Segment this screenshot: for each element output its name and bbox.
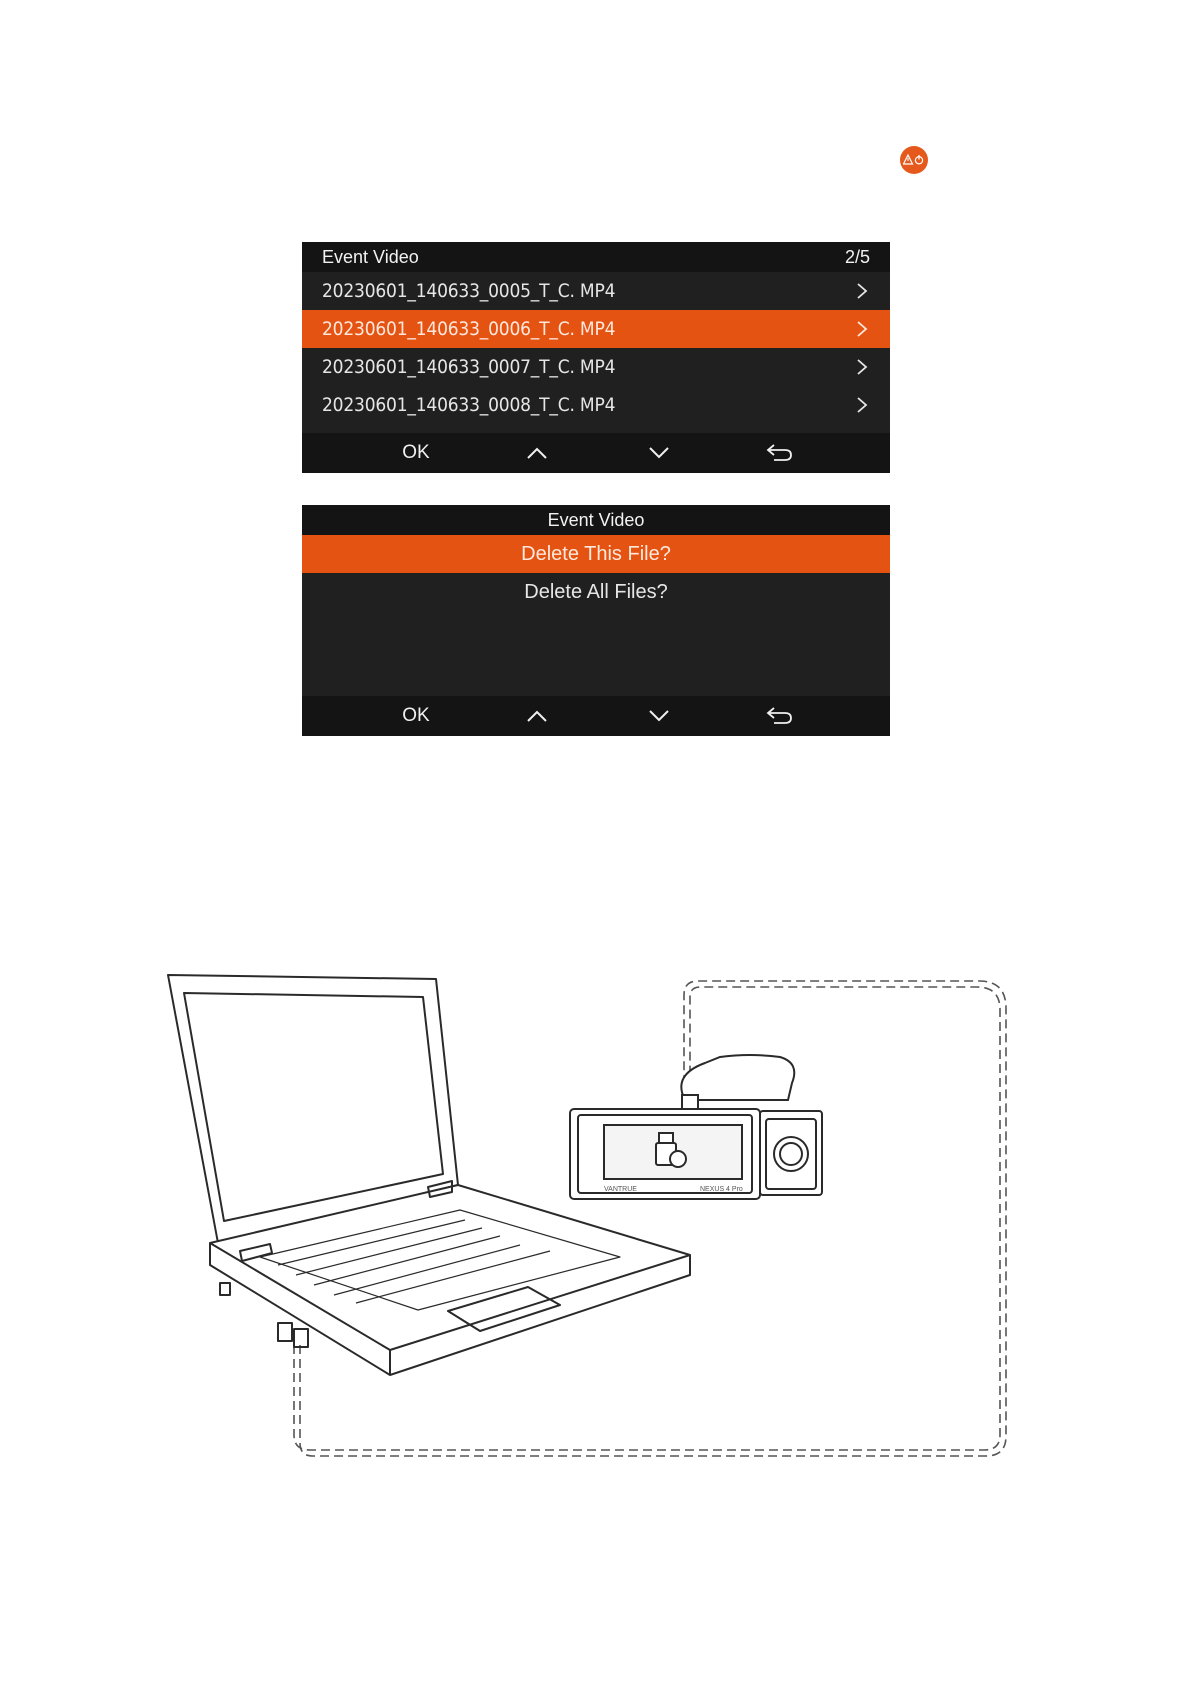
dashcam-model: NEXUS 4 Pro xyxy=(700,1186,743,1193)
chevron-down-icon xyxy=(648,709,670,723)
dashcam xyxy=(570,1055,822,1199)
file-row-selected[interactable] xyxy=(302,310,890,348)
up-button[interactable] xyxy=(507,696,567,736)
laptop-dashcam-connection-illustration xyxy=(160,965,1020,1470)
delete-this-file-option[interactable]: Delete This File? xyxy=(302,535,890,573)
delete-header xyxy=(302,505,890,535)
file-name: 20230601_140633_0006_T_C. MP4 xyxy=(322,318,616,340)
file-name: 20230601_140633_0008_T_C. MP4 xyxy=(322,394,616,416)
down-button[interactable] xyxy=(629,433,689,473)
back-icon xyxy=(766,443,794,463)
file-row[interactable] xyxy=(302,386,890,424)
ok-button[interactable]: OK xyxy=(402,705,430,726)
warning-power-icon xyxy=(903,154,925,166)
list-title: Event Video xyxy=(322,246,419,267)
down-button[interactable] xyxy=(629,696,689,736)
chevron-down-icon xyxy=(648,446,670,460)
list-footer xyxy=(302,433,890,473)
warning-power-badge xyxy=(900,146,928,174)
file-name: 20230601_140633_0005_T_C. MP4 xyxy=(322,280,616,302)
event-video-list-screen xyxy=(302,242,890,473)
back-button[interactable] xyxy=(750,433,810,473)
chevron-right-icon xyxy=(854,282,870,300)
chevron-up-icon xyxy=(526,709,548,723)
back-icon xyxy=(766,706,794,726)
delete-all-files-option[interactable]: Delete All Files? xyxy=(524,580,668,603)
chevron-right-icon xyxy=(854,396,870,414)
file-row[interactable] xyxy=(302,348,890,386)
chevron-right-icon xyxy=(854,320,870,338)
page-indicator: 2/5 xyxy=(844,246,870,267)
file-row[interactable] xyxy=(302,272,890,310)
list-header xyxy=(302,242,890,272)
chevron-up-icon xyxy=(526,446,548,460)
delete-title: Event Video xyxy=(547,509,645,530)
back-button[interactable] xyxy=(750,696,810,736)
event-video-delete-screen xyxy=(302,505,890,736)
delete-footer xyxy=(302,696,890,736)
chevron-right-icon xyxy=(854,358,870,376)
file-name: 20230601_140633_0007_T_C. MP4 xyxy=(322,356,616,378)
up-button[interactable] xyxy=(507,433,567,473)
ok-button[interactable]: OK xyxy=(402,442,430,463)
dashcam-brand: VANTRUE xyxy=(604,1186,637,1193)
